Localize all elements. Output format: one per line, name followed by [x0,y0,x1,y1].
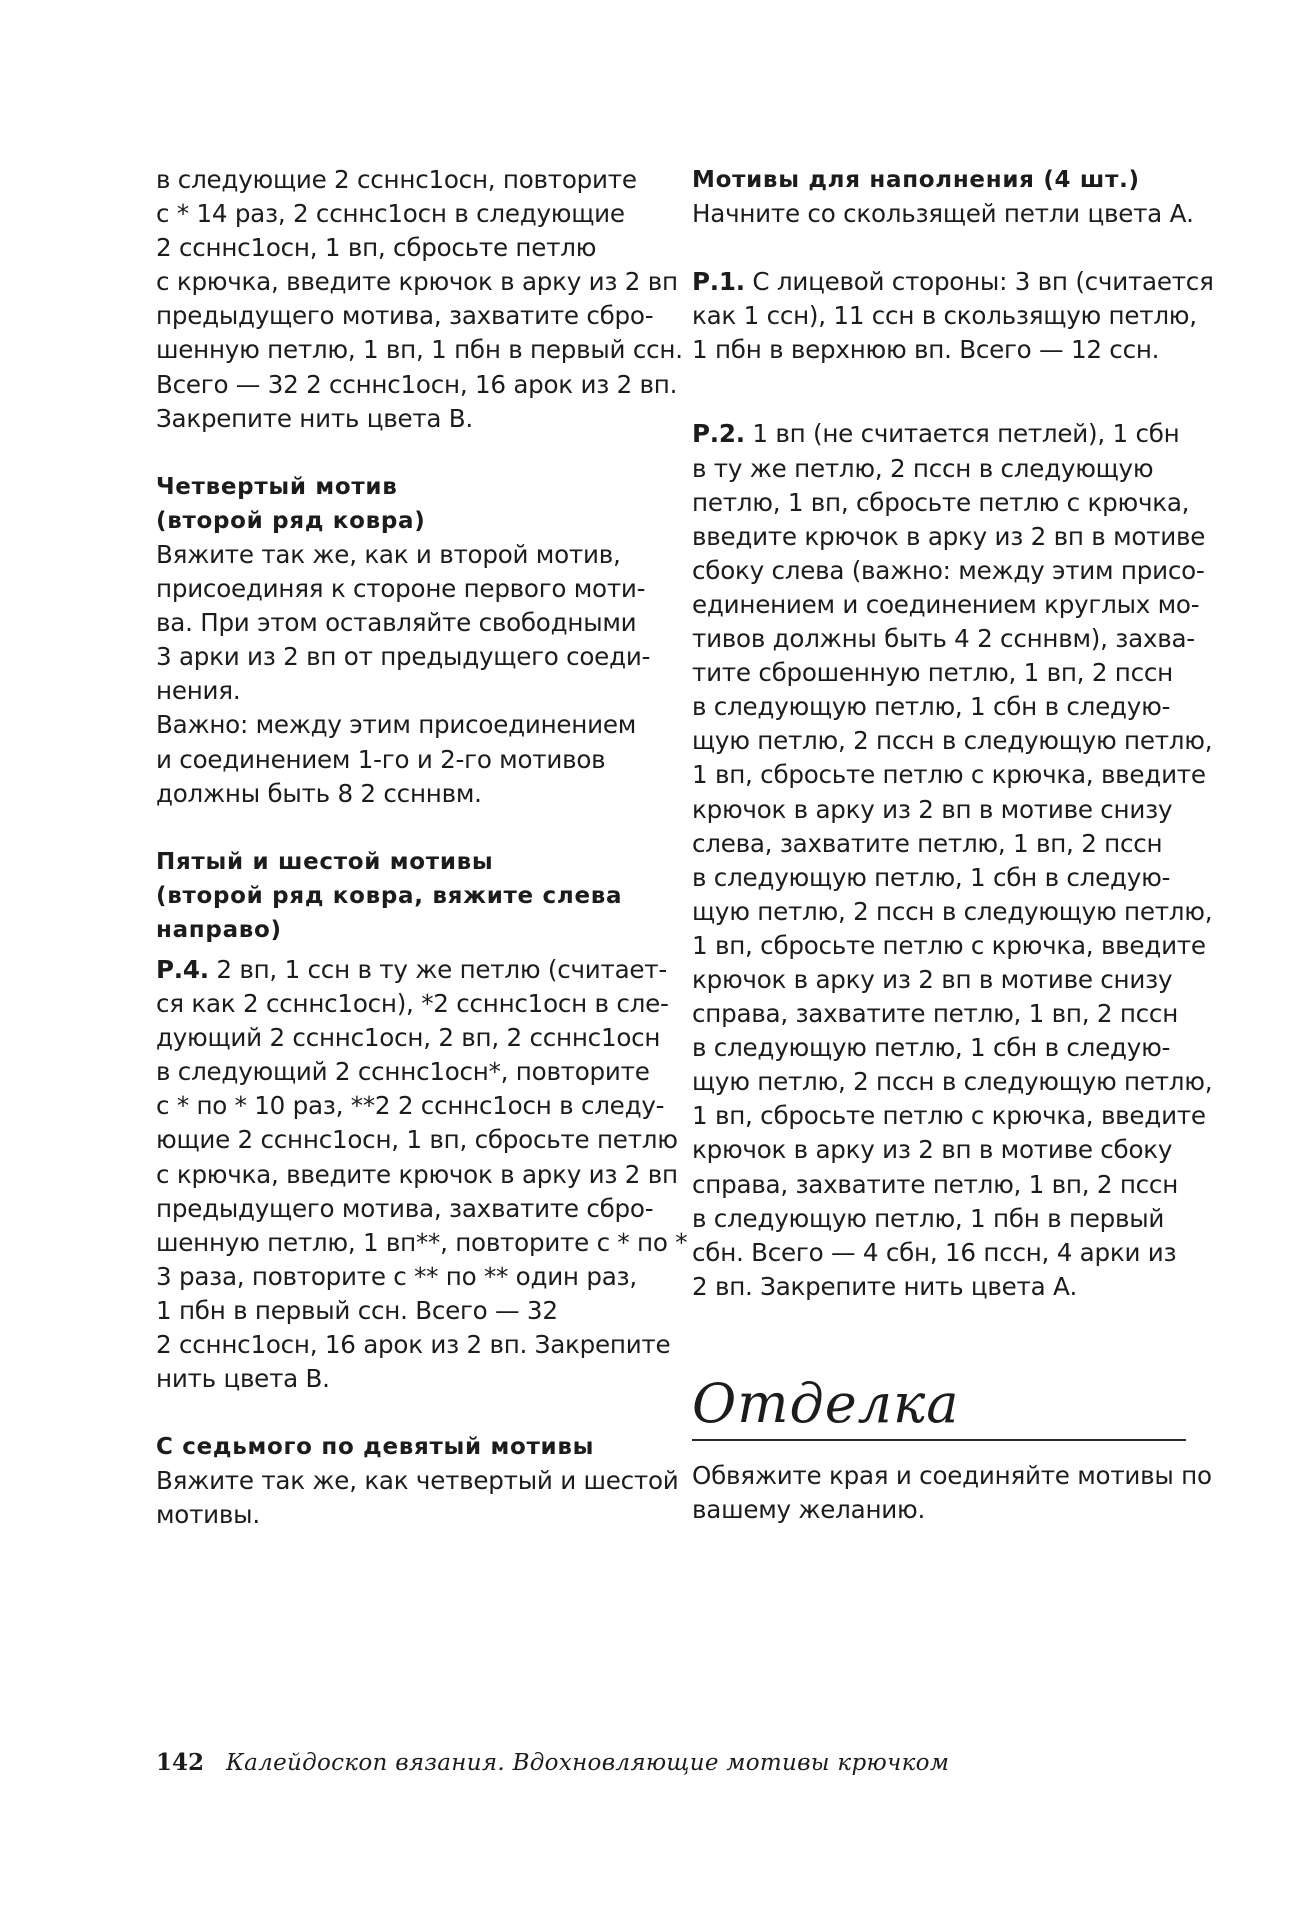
text-line: ва. При этом оставляйте свободными [156,608,637,638]
row-2-paragraph [692,417,1212,1303]
text-line: шенную петлю, 1 вп**, повторите с * по * [156,1227,688,1257]
text-line: 3 арки из 2 вп от предыдущего соеди- [156,642,651,672]
text-line: ющие 2 ссннс1осн, 1 вп, сбросьте петлю [156,1125,678,1155]
text-line: предыдущего мотива, захватите сбро- [156,301,654,331]
text-line: нения. [156,676,241,706]
row-text: 1 вп (не считается петлей), 1 сбн [744,419,1180,449]
text-line: крючок в арку из 2 вп в мотиве снизу [692,794,1173,824]
row-first-line [156,953,676,987]
fourth-motif-section [156,470,676,811]
intro-paragraph [156,163,683,436]
text-line: дующий 2 ссннс1осн, 2 вп, 2 ссннс1осн [156,1023,661,1053]
left-column [156,163,688,1532]
text-line: Закрепите нить цвета В. [156,403,473,433]
right-column [692,163,1212,1304]
text-line: щую петлю, 2 пссн в следующую петлю, [692,1067,1213,1097]
text-line: тите сброшенную петлю, 1 вп, 2 пссн [692,658,1173,688]
section-heading: Пятый и шестой мотивы [156,848,494,875]
text-line: присоединяя к стороне первого моти- [156,574,646,604]
text-line: с * по * 10 раз, **2 2 ссннс1осн в следу- [156,1091,665,1121]
text-line: ся как 2 ссннс1осн), *2 ссннс1осн в сле- [156,989,669,1019]
text-line: 2 ссннс1осн, 16 арок из 2 вп. Закрепите [156,1330,671,1359]
text-line: Всего — 32 2 ссннс1осн, 16 арок из 2 вп. [156,369,678,399]
seventh-ninth-motif-section [156,1430,679,1532]
text-line: в следующие 2 ссннс1осн, повторите [156,165,637,194]
text-line: тивов должны быть 4 2 ссннвм), захва- [692,624,1195,654]
text-line: слева, захватите петлю, 1 вп, 2 пссн [692,828,1163,858]
text-line: сбоку слева (важно: между этим присо- [692,555,1205,585]
text-line: предыдущего мотива, захватите сбро- [156,1193,654,1223]
text-line: сбн. Всего — 4 сбн, 16 пссн, 4 арки из [692,1237,1177,1267]
text-line: крючок в арку из 2 вп в мотиве снизу [692,964,1173,994]
row-first-line [692,417,1212,451]
section-heading: Четвертый мотив [156,473,398,500]
text-line: 3 раза, повторите с ** по ** один раз, [156,1261,637,1291]
section-heading: направо) [156,916,282,943]
row-label: Р.2. [692,419,745,449]
text-line: единением и соединением круглых мо- [692,589,1200,619]
text-line: вашему желанию. [692,1495,926,1525]
fill-motifs-section [692,163,1212,231]
text-line: справа, захватите петлю, 1 вп, 2 пссн [692,1169,1179,1199]
text-line: справа, захватите петлю, 1 вп, 2 пссн [692,999,1179,1029]
text-line: Начните со скользящей петли цвета А. [692,199,1194,229]
text-line: в следующую петлю, 1 сбн в следую- [692,862,1171,892]
section-heading: (второй ряд ковра) [156,507,426,534]
text-line: 2 вп. Закрепите нить цвета А. [692,1271,1078,1301]
finishing-title-rule [692,1439,1186,1441]
text-line: 2 ссннс1осн, 1 вп, сбросьте петлю [156,233,597,263]
text-line: в следующую петлю, 1 сбн в следую- [692,692,1171,722]
text-line: в следующую петлю, 1 пбн в первый [692,1203,1165,1233]
text-line: петлю, 1 вп, сбросьте петлю с крючка, [692,487,1190,517]
page-number: 142 [156,1749,205,1776]
text-line: с крючка, введите крючок в арку из 2 вп [156,267,678,297]
text-line: щую петлю, 2 пссн в следующую петлю, [692,896,1213,926]
fifth-sixth-motif-section [156,845,688,1397]
finishing-paragraph [692,1459,1212,1527]
finishing-title: Отделка [692,1372,960,1435]
text-line: с крючка, введите крючок в арку из 2 вп [156,1159,678,1189]
text-line: 1 вп, сбросьте петлю с крючка, введите [692,1101,1206,1131]
text-line: 1 пбн в первый ссн. Всего — 32 [156,1295,558,1325]
page-footer [156,1749,949,1776]
section-heading: С седьмого по девятый мотивы [156,1434,595,1461]
text-line: крючок в арку из 2 вп в мотиве сбоку [692,1135,1173,1165]
text-line: Обвяжите края и соединяйте мотивы по [692,1461,1212,1490]
row-text: 2 вп, 1 ссн в ту же петлю (считает- [208,954,667,984]
text-line: 1 пбн в верхнюю вп. Всего — 12 ссн. [692,335,1160,365]
text-line: в следующую петлю, 1 сбн в следую- [692,1033,1171,1063]
text-line: в следующий 2 ссннс1осн*, повторите [156,1057,650,1087]
row-1-paragraph [692,265,1212,367]
section-heading: (второй ряд ковра, вяжите слева [156,882,623,909]
row-text: С лицевой стороны: 3 вп (считается [744,267,1214,297]
text-line: должны быть 8 2 ссннвм. [156,778,482,808]
text-line: 1 вп, сбросьте петлю с крючка, введите [692,930,1206,960]
text-line: Вяжите так же, как и второй мотив, [156,539,621,569]
row-first-line [692,265,1212,299]
text-line: Важно: между этим присоединением [156,710,637,740]
row-label: Р.4. [156,954,209,984]
text-line: шенную петлю, 1 вп, 1 пбн в первый ссн. [156,335,683,365]
text-line: в ту же петлю, 2 пссн в следующую [692,453,1154,483]
text-line: введите крючок в арку из 2 вп в мотиве [692,521,1206,551]
text-line: Вяжите так же, как четвертый и шестой [156,1466,679,1496]
text-line: как 1 ссн), 11 ссн в скользящую петлю, [692,301,1197,331]
book-title: Калейдоскоп вязания. Вдохновляющие мотивы крючком [226,1750,950,1776]
text-line: щую петлю, 2 пссн в следующую петлю, [692,726,1213,756]
text-line: нить цвета В. [156,1364,330,1394]
text-line: 1 вп, сбросьте петлю с крючка, введите [692,760,1206,790]
text-line: и соединением 1-го и 2-го мотивов [156,744,606,774]
text-line: с * 14 раз, 2 ссннс1осн в следующие [156,199,625,229]
text-line: мотивы. [156,1500,260,1530]
row-label: Р.1. [692,267,745,297]
section-heading: Мотивы для наполнения (4 шт.) [692,167,1140,193]
